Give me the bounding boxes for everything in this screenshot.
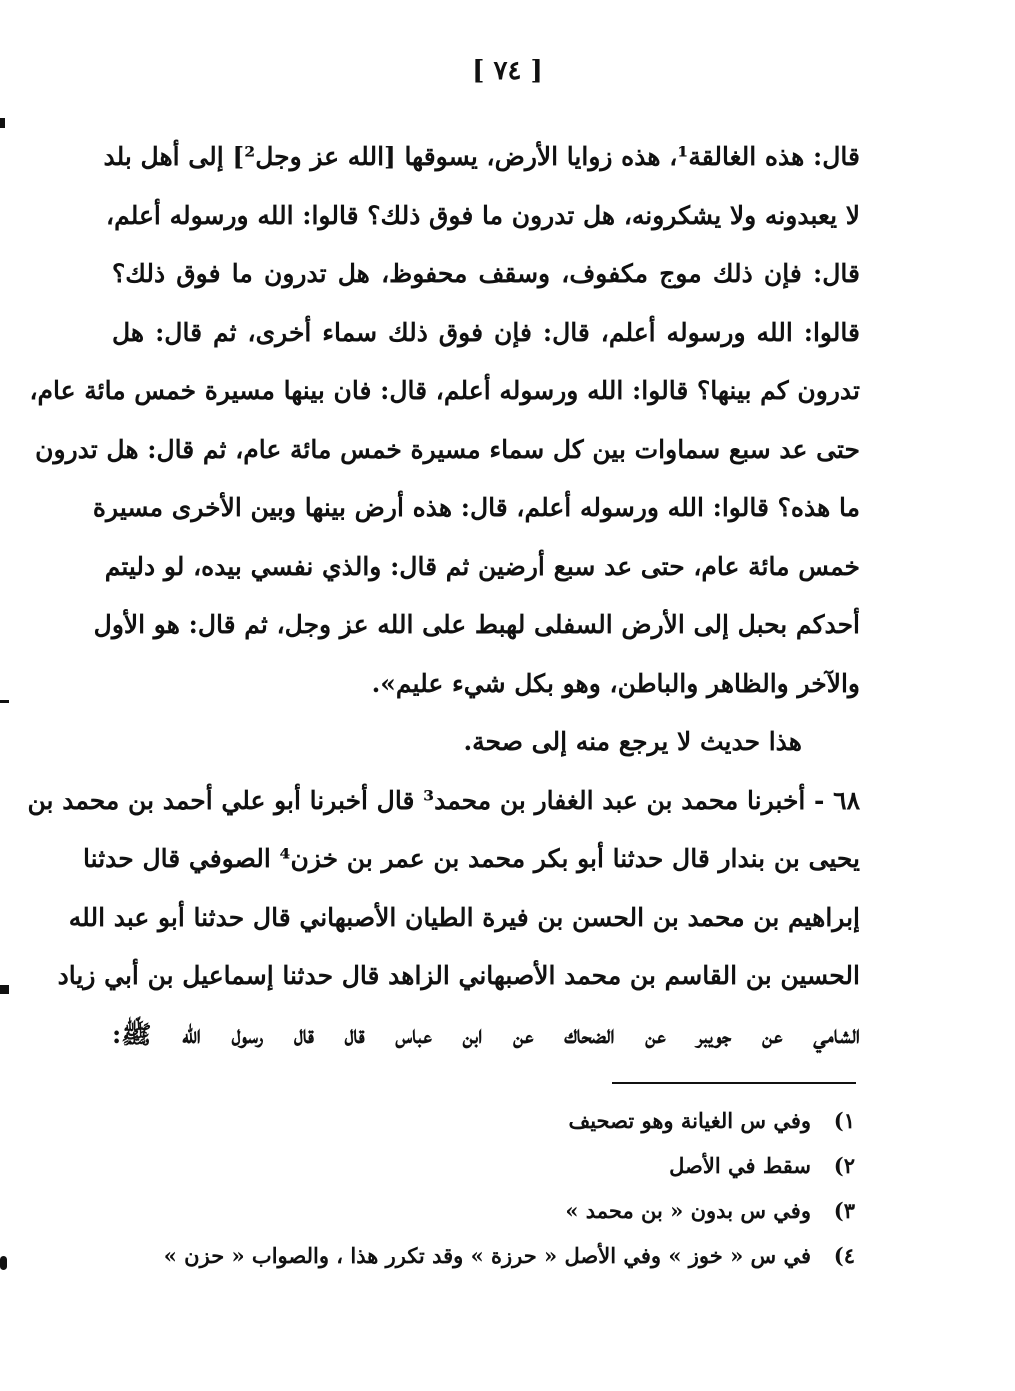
text-line: قالوا: الله ورسوله أعلم، قال: فإن فوق ذلك سماء أخرى، ثم قال: هل bbox=[112, 317, 860, 347]
page-number: [ ٧٤ ] bbox=[472, 56, 543, 86]
remark-line: هذا حديث لا يرجع منه إلى صحة. bbox=[463, 727, 802, 756]
footnote-text: سقط في الأصل bbox=[669, 1153, 811, 1178]
scan-mark bbox=[0, 118, 5, 128]
text-line: أحدكم بحبل إلى الأرض السفلى لهبط على الله عز وجل، ثم قال: هو الأول bbox=[93, 610, 860, 639]
text-line: ما هذه؟ قالوا: الله ورسوله أعلم، قال: هذه أرض بينها وبين الأخرى مسيرة bbox=[92, 493, 860, 522]
footnote-item bbox=[150, 1188, 855, 1233]
main-text bbox=[27, 128, 860, 1064]
text-line: خمس مائة عام، حتى عد سبع أرضين ثم قال: والذي نفسي بيده، لو دليتم bbox=[104, 551, 860, 581]
text-line: قال: هذه الغالقة¹، هذه زوايا الأرض، يسوقها [الله عز وجل²] إلى أهل بلد bbox=[103, 142, 860, 171]
text-line: حتى عد سبع سماوات بين كل سماء مسيرة خمس مائة عام، ثم قال: هل تدرون bbox=[35, 434, 860, 464]
footnote-item bbox=[150, 1098, 855, 1143]
footnote-divider bbox=[612, 1082, 856, 1084]
footnote-number: ٣) bbox=[833, 1198, 855, 1223]
footnote-number: ١) bbox=[833, 1108, 855, 1133]
scan-mark bbox=[0, 1256, 7, 1270]
footnote-item bbox=[150, 1233, 855, 1278]
footnote-text: في س « خوز » وفي الأصل « حرزة » وقد تكرر هذا ، والصواب « حزن » bbox=[163, 1243, 811, 1268]
hadith-line: إبراهيم بن محمد بن الحسن بن فيرة الطيان الأصبهاني قال حدثنا أبو عبد الله bbox=[68, 902, 860, 932]
footnote-item bbox=[150, 1143, 855, 1188]
footnote-text: وفي س بدون « بن محمد » bbox=[565, 1198, 811, 1223]
hadith-line: الشامي عن جويبر عن الضحاك عن ابن عباس قال قال رسول الله ﷺ: bbox=[112, 1019, 860, 1049]
hadith-line: يحيى بن بندار قال حدثنا أبو بكر محمد بن عمر بن خزن⁴ الصوفي قال حدثنا bbox=[83, 844, 860, 873]
footnotes bbox=[150, 1098, 855, 1278]
text-line: والآخر والظاهر والباطن، وهو بكل شيء عليم». bbox=[371, 668, 860, 698]
scan-mark bbox=[0, 700, 9, 703]
footnote-text: وفي س الغيانة وهو تصحيف bbox=[568, 1108, 811, 1133]
text-line: قال: فإن ذلك موج مكفوف، وسقف محفوظ، هل تدرون ما فوق ذلك؟ bbox=[112, 259, 860, 288]
hadith-line: الحسين بن القاسم بن محمد الأصبهاني الزاهد قال حدثنا إسماعيل بن أبي زياد bbox=[57, 961, 860, 990]
text-line: تدرون كم بينها؟ قالوا: الله ورسوله أعلم، قال: فان بينها مسيرة خمس مائة عام، bbox=[29, 376, 860, 405]
footnote-number: ٤) bbox=[833, 1243, 855, 1268]
text-line: لا يعبدونه ولا يشكرونه، هل تدرون ما فوق ذلك؟ قالوا: الله ورسوله أعلم، bbox=[106, 200, 860, 230]
hadith-line: ٦٨ - أخبرنا محمد بن عبد الغفار بن محمد³ قال أخبرنا أبو علي أحمد بن محمد بن bbox=[27, 785, 860, 815]
footnote-number: ٢) bbox=[833, 1153, 855, 1178]
scan-mark bbox=[0, 985, 9, 994]
